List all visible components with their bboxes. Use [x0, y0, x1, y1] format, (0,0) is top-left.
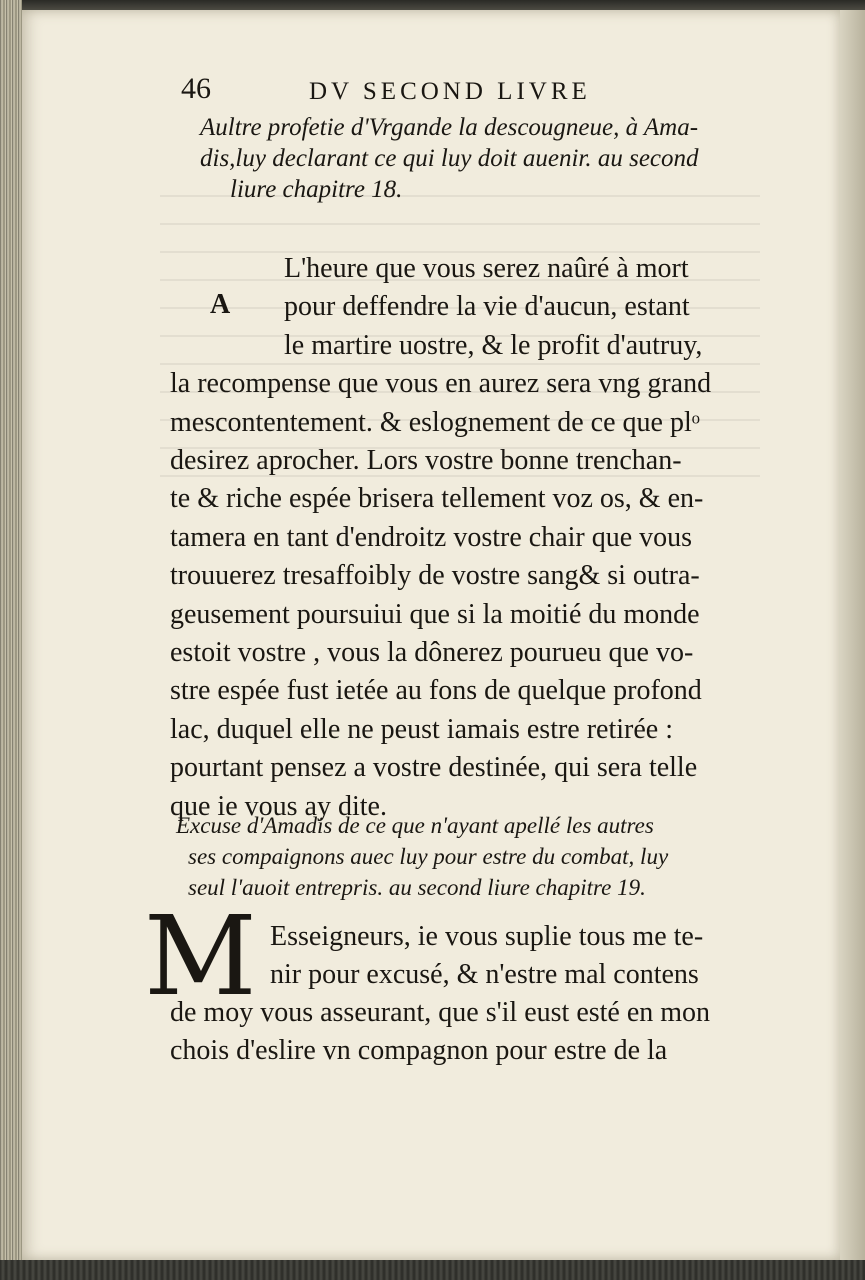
text-line: trouuerez tresaffoibly de vostre sang& si outra-: [170, 560, 700, 592]
drop-cap-initial: M: [144, 892, 257, 1020]
caption-line: Excuse d'Amadis de ce que n'ayant apellé les autres: [176, 813, 654, 838]
text-line: estoit vostre , vous la dônerez pourueu que vo-: [170, 637, 694, 669]
page-number: 46: [181, 72, 211, 105]
prophecy-paragraph: [170, 250, 790, 826]
caption-line: ses compaignons auec luy pour estre du combat, luy: [188, 844, 669, 869]
text-line: chois d'eslire vn compagnon pour estre de la: [170, 1035, 668, 1066]
page-header: [181, 72, 671, 108]
text-line: le martire uostre, & le profit d'autruy,: [284, 329, 703, 361]
chapter-caption-1: [170, 112, 790, 205]
caption-line: seul l'auoit entrepris. au second liure chapitre 19.: [188, 875, 646, 900]
text-line: pourtant pensez a vostre destinée, qui sera telle: [170, 752, 698, 784]
marginal-initial: A: [210, 289, 231, 320]
excuse-paragraph: [144, 892, 790, 1070]
text-line: lac, duquel elle ne peust iamais estre retirée :: [170, 713, 674, 745]
chapter-caption-2: [170, 810, 790, 903]
text-line: desirez aprocher. Lors vostre bonne trenchan-: [170, 445, 682, 477]
text-line: que ie vous ay dite.: [170, 790, 387, 822]
running-head: DV SECOND LIVRE: [309, 78, 591, 105]
text-line: nir pour excusé, & n'estre mal contens: [270, 959, 699, 990]
text-line: mescontentement. & eslognement de ce que plᵒ: [170, 406, 700, 438]
scan-bottom-edge: [0, 1260, 865, 1280]
text-line: te & riche espée brisera tellement voz os, & en-: [170, 483, 704, 515]
book-fore-edge: [0, 0, 22, 1280]
text-line: L'heure que vous serez naûré à mort: [284, 253, 689, 284]
caption-line: Aultre profetie d'Vrgande la descougneue, à Ama-: [200, 114, 699, 141]
text-line: de moy vous asseurant, que s'il eust esté en mon: [170, 997, 711, 1028]
text-line: tamera en tant d'endroitz vostre chair que vous: [170, 521, 693, 553]
text-line: la recompense que vous en aurez sera vng grand: [170, 368, 712, 400]
text-line: Esseigneurs, ie vous suplie tous me te-: [270, 921, 704, 952]
scan-right-margin: [840, 10, 865, 1260]
text-line: pour deffendre la vie d'aucun, estant: [284, 291, 690, 323]
text-line: stre espée fust ietée au fons de quelque profond: [170, 675, 702, 707]
caption-line: liure chapitre 18.: [230, 176, 403, 203]
text-line: geusement poursuiui que si la moitié du monde: [170, 598, 700, 630]
caption-line: dis,luy declarant ce qui luy doit auenir. au second: [200, 145, 699, 172]
